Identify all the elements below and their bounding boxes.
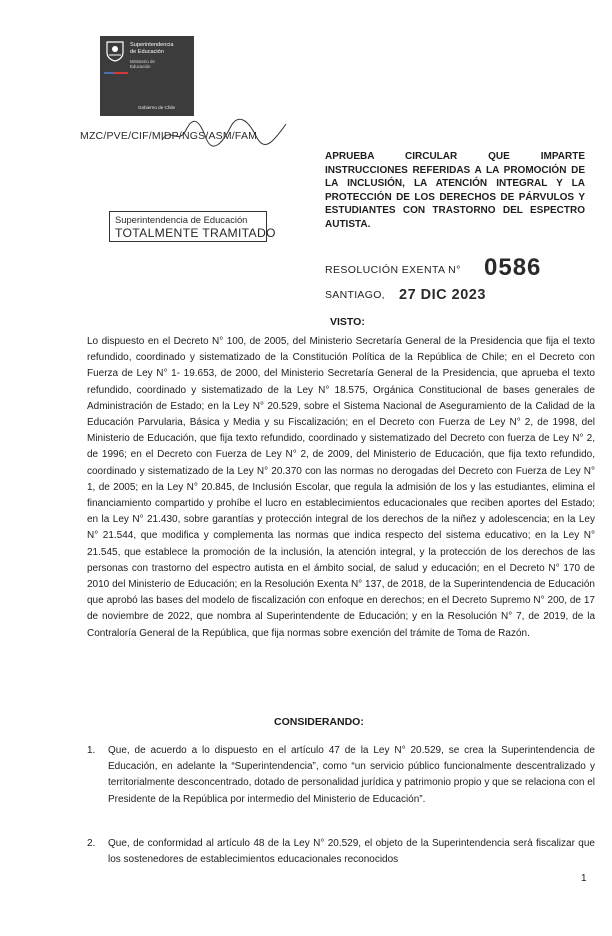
institution-logo xyxy=(100,36,194,116)
list-item xyxy=(87,836,595,872)
logo-sub-1: Ministerio de xyxy=(130,59,155,64)
list-item-number: 1. xyxy=(87,745,96,756)
list-item-text: Que, de conformidad al artículo 48 de la Ley N° 20.529, el objeto de la Superintendencia será fiscalizar que los sostenedores de establecimientos educacionales reconocidos xyxy=(108,838,595,866)
stamp-line-2: TOTALMENTE TRAMITADO xyxy=(115,226,276,240)
handwritten-signature-icon xyxy=(160,118,290,148)
visto-paragraph: Lo dispuesto en el Decreto N° 100, de 2005, del Ministerio Secretaría General de la Presidencia que fija el texto refundido, coordinado y sistematizado de la Constitución Política de la República de Chile; en el Decreto con Fuerza de Ley N° 1- 19.653, de 2000, del Ministerio Secretaría General de la Presidencia, que aprueba el texto refundido, coordinado y sistematizado de la Ley N° 18.575, Orgánica Constitucional de bases generales de Administración de Estado; en la Ley N° 20.529, sobre el Sistema Nacional de Aseguramiento de la Calidad de la Educación Parvularia, Básica y Media y su Fiscalización; en el Decreto con Fuerza de Ley N° 2, de 1998, del Ministerio de Educación, que fija texto refundido, coordinado y sistematizado del Decreto con fuerza de Ley N° 2, de 1996; en el Decreto con Fuerza de Ley N° 2, de 2009, del Ministerio de Educación, que fija texto refundido, coordinado y sistematizado de la Ley N° 20.370 con las normas no derogadas del Decreto con Fuerza de Ley N° 1, de 2005; en la Ley N° 20.845, de Inclusión Escolar, que regula la admisión de los y las estudiantes, elimina el financiamiento compartido y prohíbe el lucro en establecimientos educacionales que reciben aportes del Estado; en la Ley N° 21.430, sobre garantías y protección integral de los derechos de la niñez y adolescencia; en la Ley N° 21.544, que modifica y complementa las normas que indica respecto del sistema educativo; en la Ley N° 21.545, que establece la promoción de la inclusión, la atención integral, y la protección de los derechos de las personas con trastorno del espectro autista en el ámbito social, de salud y educación; en el Decreto N° 170 de 2010 del Ministerio de Educación; en la Resolución Exenta N° 137, de 2018, de la Superintendencia de Educación que aprobó las bases del modelo de fiscalización con enfoque en derechos; en el Decreto Supremo N° 200, de 17 de noviembre de 2022, que nombra al Superintendente de Educación; y en la Resolución N° 7, de 2019, de la Contraloría General de la República, que fija normas sobre exención del trámite de Toma de Razón. xyxy=(87,336,595,639)
list-item-text: Que, de acuerdo a lo dispuesto en el artículo 47 de la Ley N° 20.529, se crea la Superintendencia de Educación, en adelante la “Superintendencia”, como “un servicio público funcionalmente descentralizado y territorialmente desconcentrado, dotado de personalidad jurídica y patrimonio propio y que se relaciona con el Presidente de la República por intermedio del Ministerio de Educación”. xyxy=(108,745,595,805)
considerando-heading: CONSIDERANDO: xyxy=(274,716,364,728)
list-item-number: 2. xyxy=(87,838,96,849)
coat-of-arms-icon xyxy=(105,40,125,62)
stamp-line-1: Superintendencia de Educación xyxy=(115,214,248,225)
date-stamp: 27 DIC 2023 xyxy=(399,287,486,303)
visto-heading: VISTO: xyxy=(330,316,365,328)
resolution-number: 0586 xyxy=(484,254,542,281)
logo-line-1: Superintendencia xyxy=(130,42,174,48)
tramitado-stamp xyxy=(109,211,276,242)
place-label: SANTIAGO, xyxy=(325,289,385,301)
list-item xyxy=(87,743,595,827)
document-title: APRUEBA CIRCULAR QUE IMPARTE INSTRUCCIONES REFERIDAS A LA PROMOCIÓN DE LA INCLUSIÓN, LA ATENCIÓN INTEGRAL Y LA PROTECCIÓN DE LOS DERECHOS DE PÁRVULOS Y ESTUDIANTES CON TRASTORNO DEL ESPECTRO AUTISTA. xyxy=(325,151,585,230)
logo-line-2: de Educación xyxy=(130,49,164,55)
logo-government: Gobierno de Chile xyxy=(138,105,176,110)
logo-title xyxy=(130,42,192,56)
logo-flag-bar xyxy=(104,61,128,63)
logo-sub-2: Educación xyxy=(130,64,151,70)
author-initials: MZC/PVE/CIF/MIDP/NGS/ASM/FAM xyxy=(80,130,258,142)
page-number: 1 xyxy=(581,873,587,884)
logo-subtitle xyxy=(130,59,190,70)
resolution-label: RESOLUCIÓN EXENTA N° xyxy=(325,264,461,276)
